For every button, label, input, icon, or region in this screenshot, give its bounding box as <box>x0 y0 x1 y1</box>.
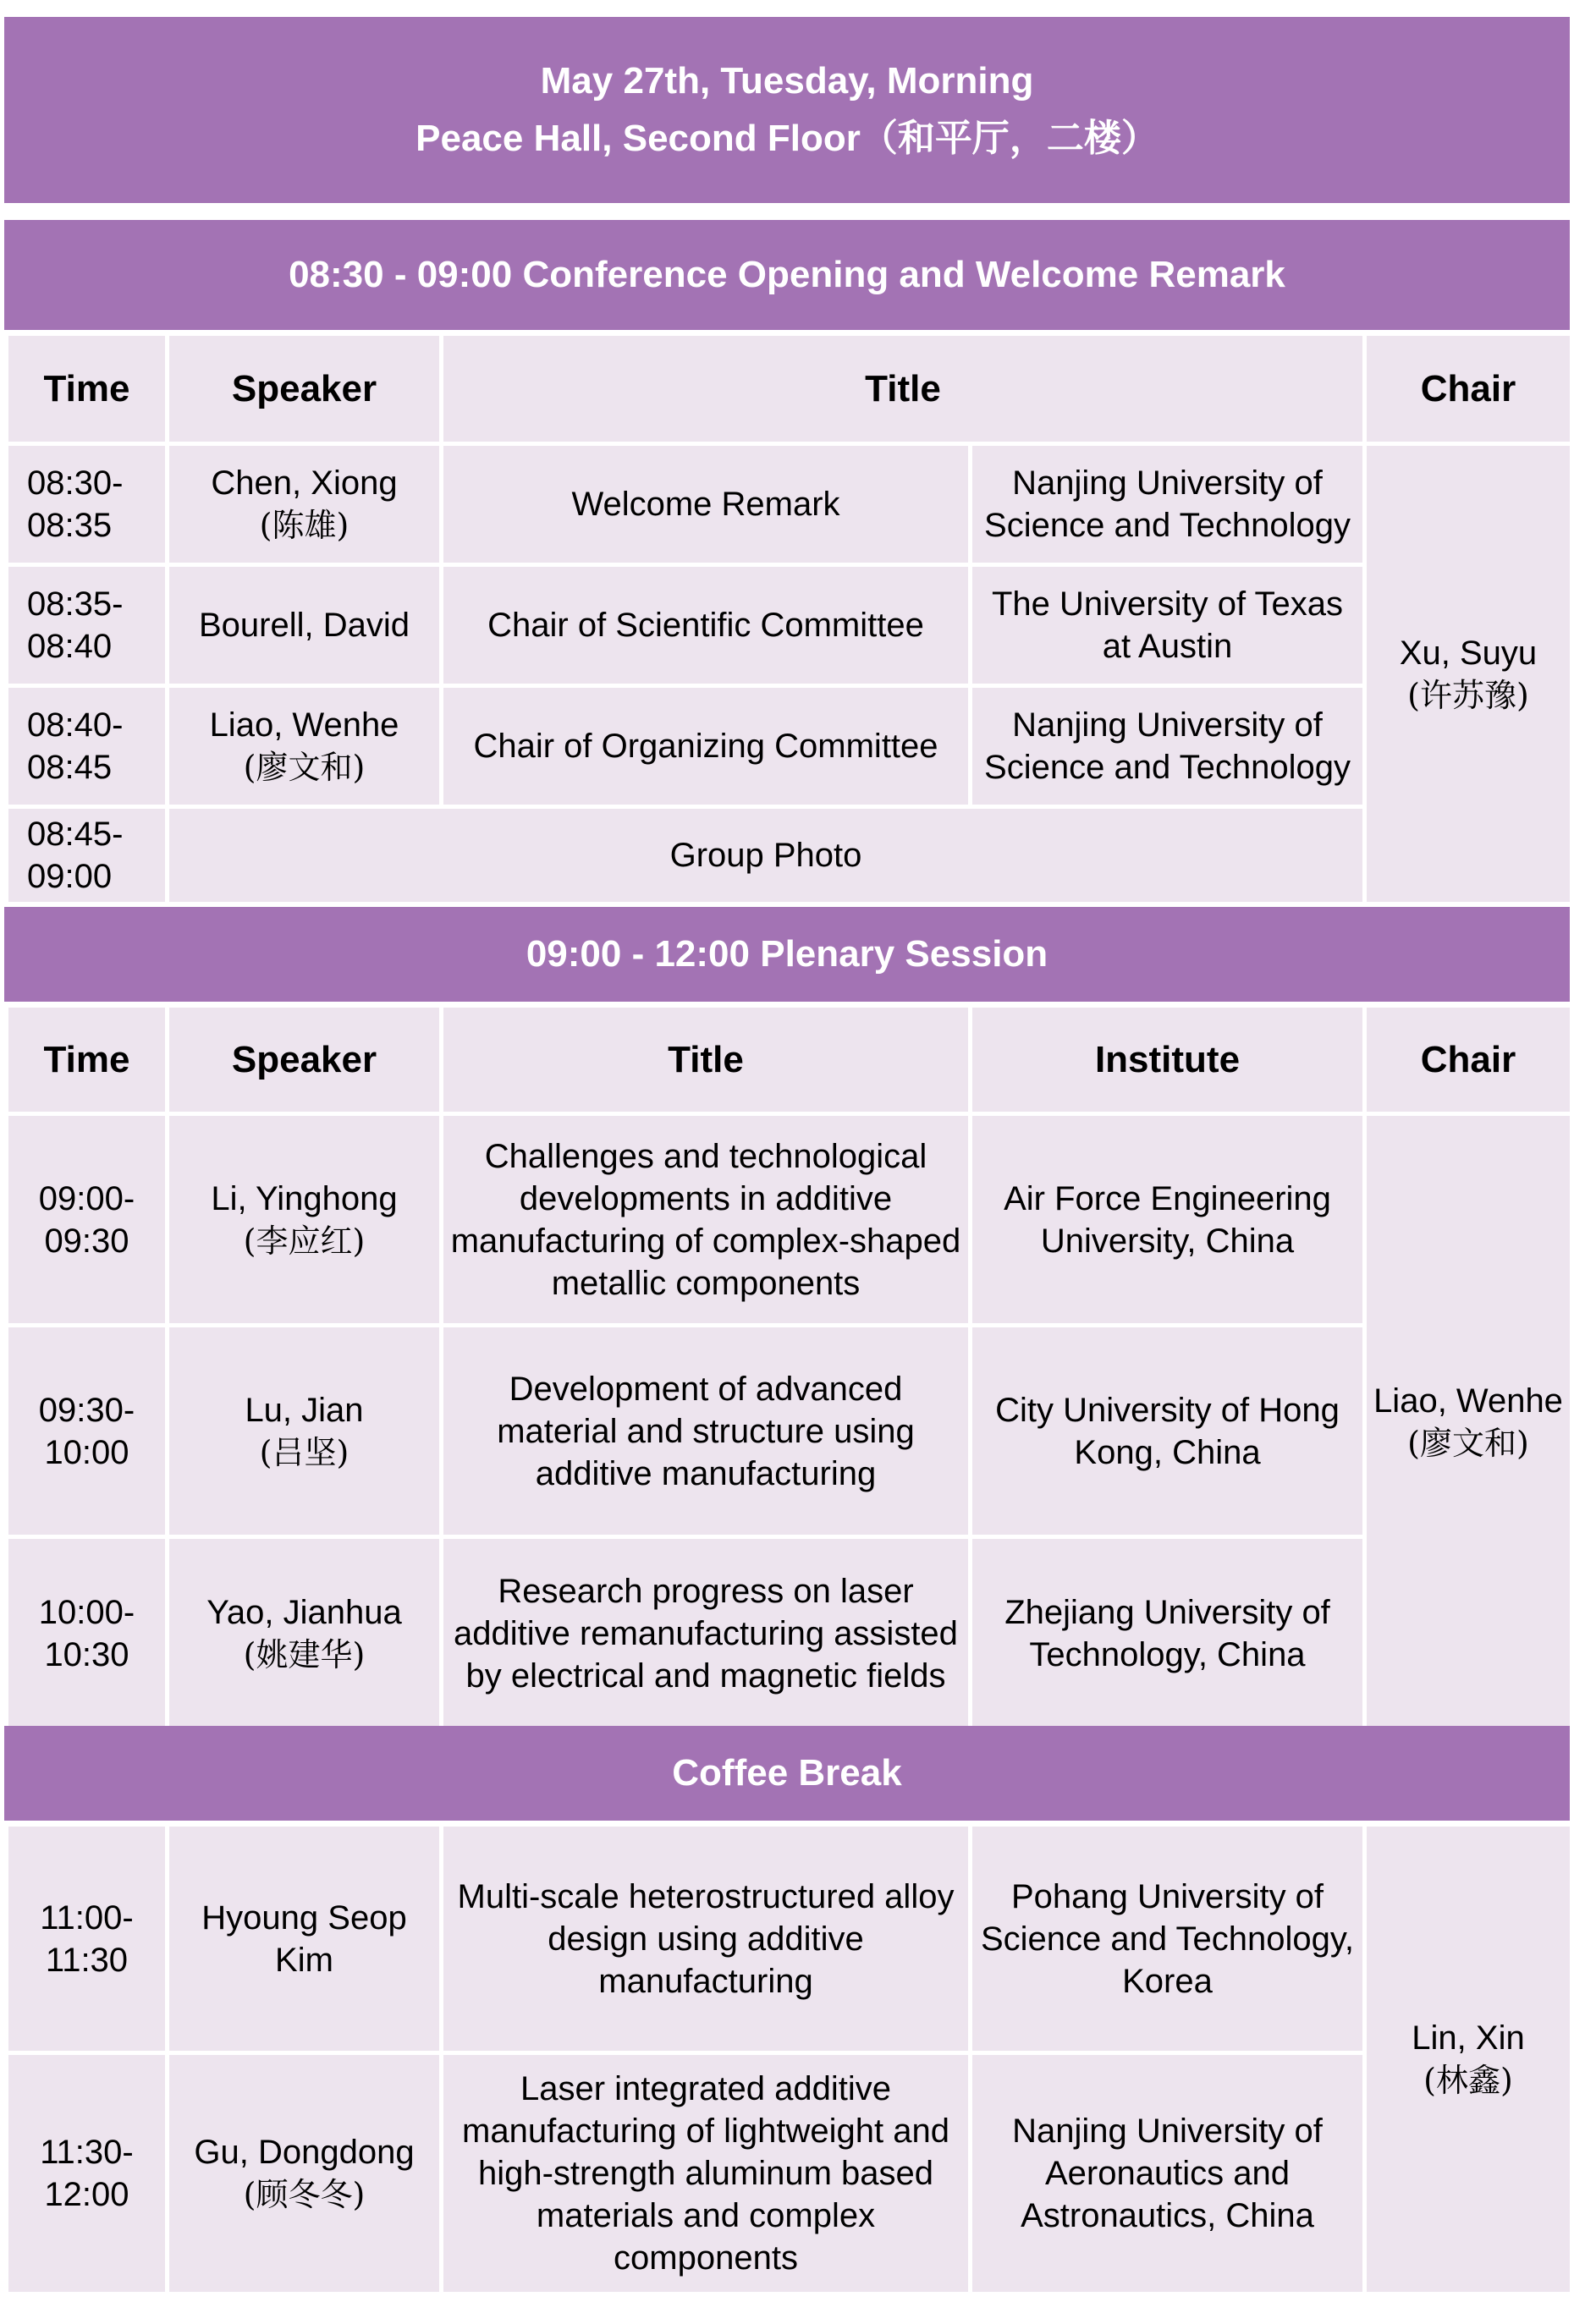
chair-name: Lin, Xin <box>1412 2019 1525 2057</box>
time-end: 08:40 <box>27 628 113 665</box>
table-row <box>7 1825 1572 2053</box>
time-end: 08:35 <box>27 507 113 544</box>
time-cell <box>7 1326 168 1537</box>
institute-cell: City University of Hong Kong, China <box>971 1326 1365 1537</box>
title-cell: Multi-scale heterostructured alloy design using additive manufacturing <box>442 1825 971 2053</box>
speaker-native-name: (姚建华) <box>243 1635 366 1673</box>
time-start: 09:30- <box>38 1391 135 1429</box>
time-start: 10:00- <box>38 1593 135 1631</box>
title-cell: Research progress on laser additive remanufacturing assisted by electrical and magnetic fields <box>442 1537 971 1730</box>
speaker-native-name: (李应红) <box>243 1222 366 1260</box>
time-end: 09:30 <box>44 1222 129 1260</box>
chair-native-name: (林鑫) <box>1423 2062 1513 2099</box>
chair-cell <box>1365 1114 1572 1730</box>
institute-cell: Nanjing University of Aeronautics and Astronautics, China <box>971 2053 1365 2294</box>
speaker-name: Liao, Wenhe <box>209 706 399 744</box>
title-cell: Development of advanced material and structure using additive manufacturing <box>442 1326 971 1537</box>
time-start: 08:40- <box>27 706 124 744</box>
coffee-break-header <box>4 1726 1570 1821</box>
group-photo-cell: Group Photo <box>168 807 1365 904</box>
chair-native-name: (许苏豫) <box>1407 676 1529 714</box>
chair-native-name: (廖文和) <box>1407 1424 1529 1462</box>
speaker-name: Chen, Xiong <box>211 464 398 502</box>
speaker-cell <box>168 686 442 807</box>
time-cell <box>7 1114 168 1326</box>
chair-cell <box>1365 1825 1572 2294</box>
plenary-section-title: 09:00 - 12:00 Plenary Session <box>526 933 1048 975</box>
speaker-cell <box>168 444 442 565</box>
speaker-cell <box>168 2053 442 2294</box>
time-end: 09:00 <box>27 858 113 895</box>
speaker-native-name: (廖文和) <box>243 749 366 786</box>
day-header-date: May 27th, Tuesday, Morning <box>540 60 1034 102</box>
table-row <box>7 1537 1572 1730</box>
institute-cell: The University of Texas at Austin <box>971 565 1365 686</box>
speaker-native-name: (顾冬冬) <box>243 2176 366 2213</box>
speaker-cell <box>168 1114 442 1326</box>
table-row <box>7 1114 1572 1326</box>
table-header-row <box>7 334 1572 444</box>
title-cell: Welcome Remark <box>442 444 971 565</box>
column-header-institute: Institute <box>971 1006 1365 1114</box>
time-end: 10:00 <box>44 1433 129 1471</box>
speaker-cell: Bourell, David <box>168 565 442 686</box>
speaker-cell <box>168 1326 442 1537</box>
table-row <box>7 2053 1572 2294</box>
column-header-title: Title <box>442 1006 971 1114</box>
institute-cell: Pohang University of Science and Technology, Korea <box>971 1825 1365 2053</box>
time-cell <box>7 807 168 904</box>
time-end: 12:00 <box>44 2176 129 2213</box>
plenary-table-after-break <box>4 1822 1574 2296</box>
institute-cell: Zhejiang University of Technology, China <box>971 1537 1365 1730</box>
day-header-venue: Peace Hall, Second Floor（和平厅，二楼） <box>416 118 1158 159</box>
time-cell <box>7 2053 168 2294</box>
column-header-chair: Chair <box>1365 1006 1572 1114</box>
time-start: 08:45- <box>27 816 124 853</box>
column-header-chair: Chair <box>1365 334 1572 444</box>
time-start: 11:00- <box>40 1898 134 1937</box>
title-cell: Laser integrated additive manufacturing of lightweight and high-strength aluminum based materials and complex components <box>442 2053 971 2294</box>
time-cell <box>7 686 168 807</box>
institute-cell: Nanjing University of Science and Technology <box>971 686 1365 807</box>
time-cell <box>7 565 168 686</box>
table-row <box>7 686 1572 807</box>
table-header-row <box>7 1006 1572 1114</box>
chair-cell <box>1365 444 1572 904</box>
coffee-break-label: Coffee Break <box>672 1752 902 1794</box>
speaker-native-name: (吕坚) <box>259 1433 349 1471</box>
time-start: 09:00- <box>38 1179 135 1217</box>
chair-name: Xu, Suyu <box>1399 634 1538 672</box>
chair-name: Liao, Wenhe <box>1373 1382 1563 1420</box>
institute-cell: Air Force Engineering University, China <box>971 1114 1365 1326</box>
title-cell: Chair of Scientific Committee <box>442 565 971 686</box>
time-cell <box>7 1825 168 2053</box>
speaker-name: Li, Yinghong <box>211 1179 398 1217</box>
day-header <box>4 17 1570 203</box>
time-cell <box>7 1537 168 1730</box>
speaker-name: Lu, Jian <box>245 1391 364 1429</box>
time-start: 08:35- <box>27 585 124 623</box>
time-end: 10:30 <box>44 1635 129 1673</box>
time-start: 11:30- <box>40 2134 134 2171</box>
title-cell: Challenges and technological developments in additive manufacturing of complex-shaped metallic components <box>442 1114 971 1326</box>
speaker-native-name: (陈雄) <box>259 507 349 544</box>
column-header-title: Title <box>442 334 1365 444</box>
opening-table <box>4 332 1574 906</box>
table-row <box>7 807 1572 904</box>
column-header-time: Time <box>7 334 168 444</box>
table-row <box>7 444 1572 565</box>
time-end: 08:45 <box>27 749 113 786</box>
speaker-cell: Hyoung Seop Kim <box>168 1825 442 2053</box>
column-header-time: Time <box>7 1006 168 1114</box>
column-header-speaker: Speaker <box>168 334 442 444</box>
time-start: 08:30- <box>27 464 124 502</box>
table-row <box>7 565 1572 686</box>
time-end: 11:30 <box>45 1941 129 1979</box>
opening-section-header <box>4 220 1570 330</box>
plenary-table <box>4 1003 1574 1732</box>
institute-cell: Nanjing University of Science and Technology <box>971 444 1365 565</box>
table-row <box>7 1326 1572 1537</box>
speaker-name: Yao, Jianhua <box>206 1593 402 1631</box>
plenary-section-header <box>4 907 1570 1002</box>
title-cell: Chair of Organizing Committee <box>442 686 971 807</box>
speaker-name: Gu, Dongdong <box>194 2134 415 2171</box>
time-cell <box>7 444 168 565</box>
opening-section-title: 08:30 - 09:00 Conference Opening and Welcome Remark <box>289 254 1285 295</box>
column-header-speaker: Speaker <box>168 1006 442 1114</box>
speaker-cell <box>168 1537 442 1730</box>
